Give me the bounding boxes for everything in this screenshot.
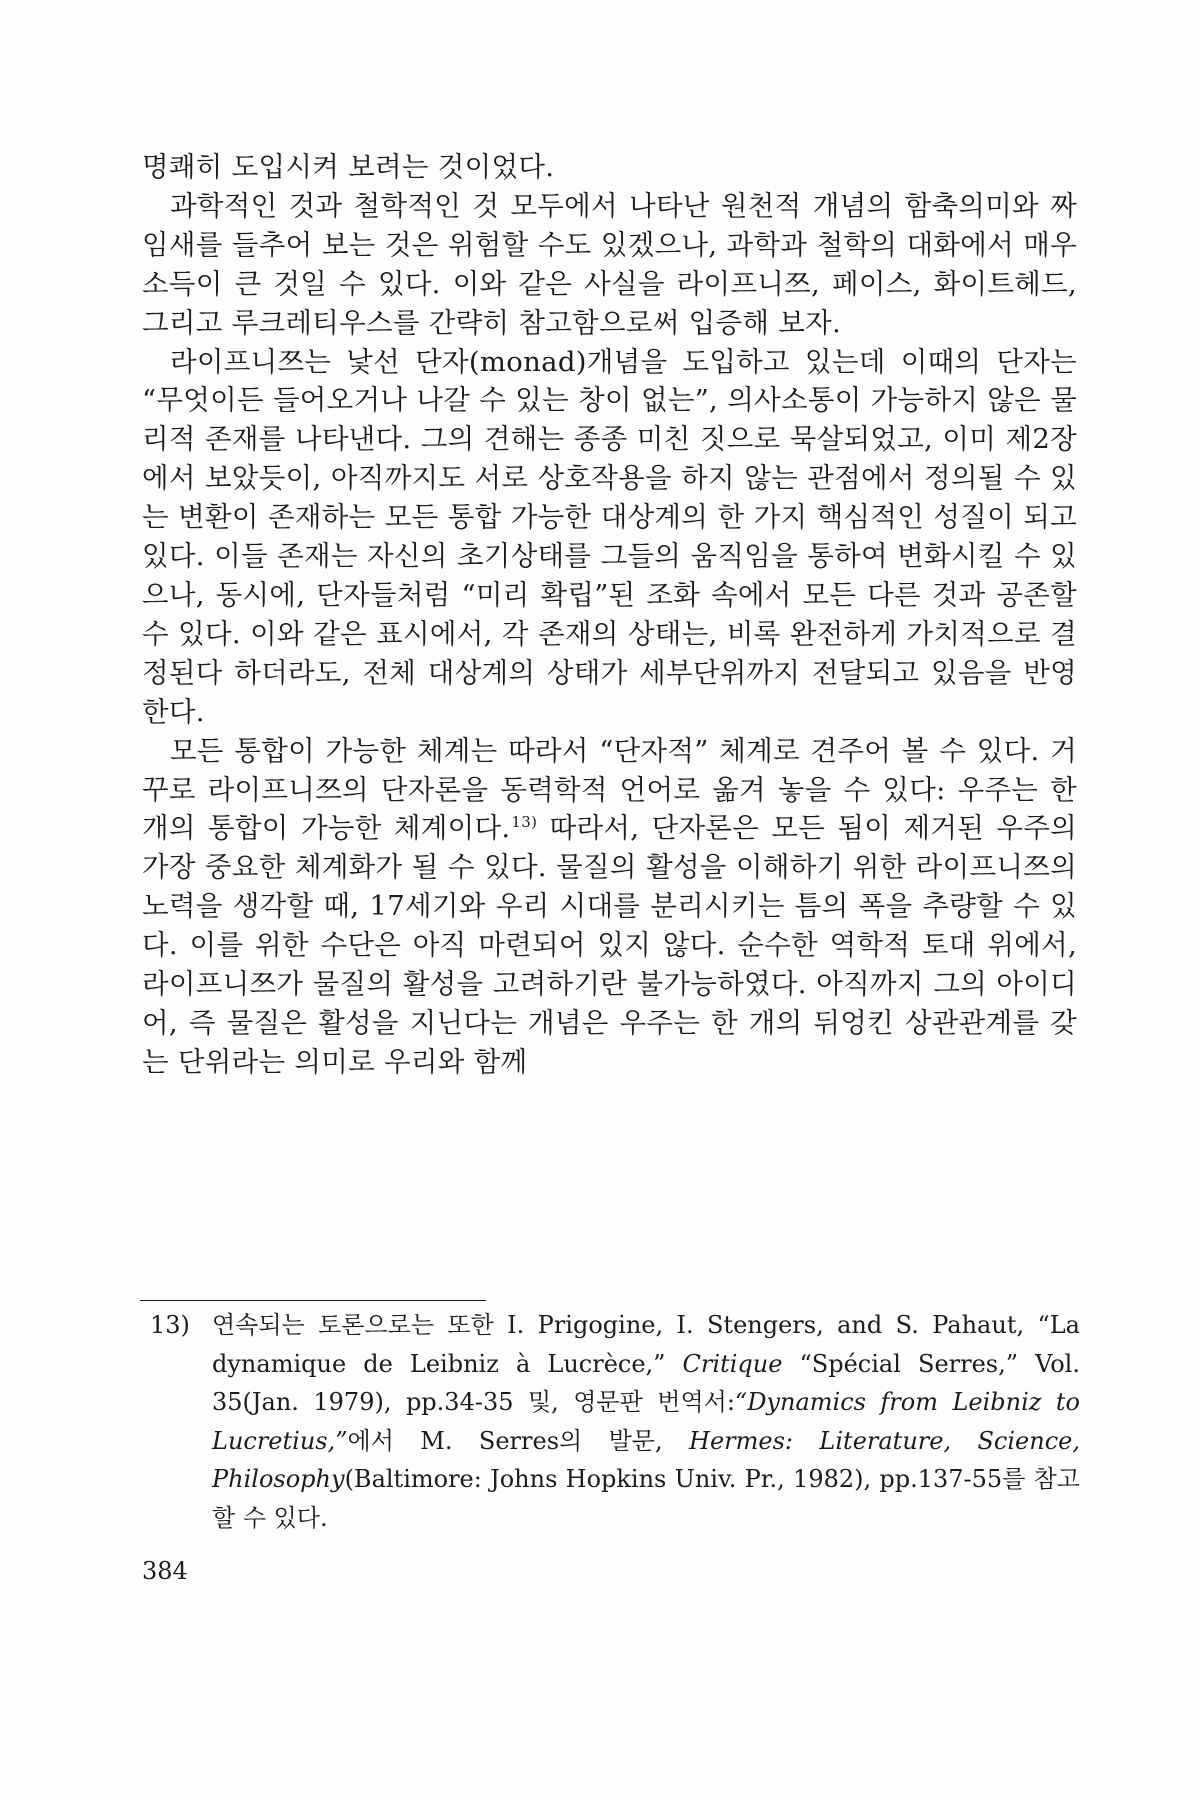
footnote-reference[interactable]: 13) (511, 813, 538, 832)
footnote-issue: “Spécial Serres,” Vol. 35(Jan. 1979), pp.34-35 및, 영문판 번역서: (212, 1349, 1080, 1416)
footnote-publisher: (Baltimore: Johns Hopkins Univ. Pr., 1982), pp.137-55를 참고할 수 있다. (212, 1465, 1080, 1532)
footnote-book-title: Hermes: Literature, Science, Philosophy (212, 1426, 1080, 1493)
footnote-translated-title: “Dynamics from Leibniz to Lucretius,” (212, 1388, 1080, 1455)
body-text (142, 148, 1077, 1082)
paragraph-continuation: 명쾌히 도입시켜 보려는 것이었다. (142, 151, 555, 183)
page-number: 384 (142, 1557, 188, 1585)
footnote-intro: 연속되는 토론으로는 또한 I. Prigogine, I. Stengers, and S. Pahaut, “La dynamique de Leibniz à Lucrèce,” (212, 1311, 1080, 1378)
paragraph-text: 따라서, 단자론은 모든 됨이 제거된 우주의 가장 중요한 체계화가 될 수 있다. 물질의 활성을 이해하기 위한 라이프니쯔의 노력을 생각할 때, 17세기와 우리 시대를 분리시키는 틈의 폭을 추량할 수 있다. 이를 위한 수단은 아직 마련되어 있지 않다. 순수한 역학적 토대 위에서, 라이프니쯔가 물질의 활성을 고려하기란 불가능하였다. 아직까지 그의 아이디어, 즉 물질은 활성을 지닌다는 개념은 우주는 한 개의 뒤엉킨 상관관계를 갖는 단위라는 의미로 우리와 함께 (142, 812, 1078, 1078)
paragraph: 라이프니쯔는 낯선 단자(monad)개념을 도입하고 있는데 이때의 단자는 “무엇이든 들어오거나 나갈 수 있는 창이 없는”, 의사소통이 가능하지 않은 물리적 존재를 나타낸다. 그의 견해는 종종 미친 짓으로 묵살되었고, 이미 제2장에서 보았듯이, 아직까지도 서로 상호작용을 하지 않는 관점에서 정의될 수 있는 변환이 존재하는 모든 통합 가능한 대상계의 한 가지 핵심적인 성질이 되고 있다. 이들 존재는 자신의 초기상태를 그들의 움직임을 통하여 변화시킬 수 있으나, 동시에, 단자들처럼 “미리 확립”된 조화 속에서 모든 다른 것과 공존할 수 있다. 이와 같은 표시에서, 각 존재의 상태는, 비록 완전하게 가치적으로 결정된다 하더라도, 전체 대상계의 상태가 세부단위까지 전달되고 있음을 반영한다. (142, 345, 1077, 728)
footnote-text (212, 1306, 1080, 1537)
paragraph (142, 732, 1077, 1082)
footnote-marker: 13) (150, 1311, 190, 1339)
footnote-in-text: 에서 M. Serres의 발문, (347, 1426, 663, 1455)
paragraph: 과학적인 것과 철학적인 것 모두에서 나타난 원천적 개념의 함축의미와 짜임새를 들추어 보는 것은 위험할 수도 있겠으나, 과학과 철학의 대화에서 매우 소득이 큰 것일 수 있다. 이와 같은 사실을 라이프니쯔, 페이스, 화이트헤드, 그리고 루크레티우스를 간략히 참고함으로써 입증해 보자. (142, 189, 1077, 339)
footnote-divider (140, 1300, 486, 1301)
footnote-journal: Critique (682, 1349, 783, 1378)
footnote (150, 1306, 1080, 1537)
paragraph-text: 모든 통합이 가능한 체계는 따라서 “단자적” 체계로 견주어 볼 수 있다. 거꾸로 라이프니쯔의 단자론을 동력학적 언어로 옮겨 놓을 수 있다: 우주는 한 개의 통합이 가능한 체계이다. (142, 734, 1077, 845)
